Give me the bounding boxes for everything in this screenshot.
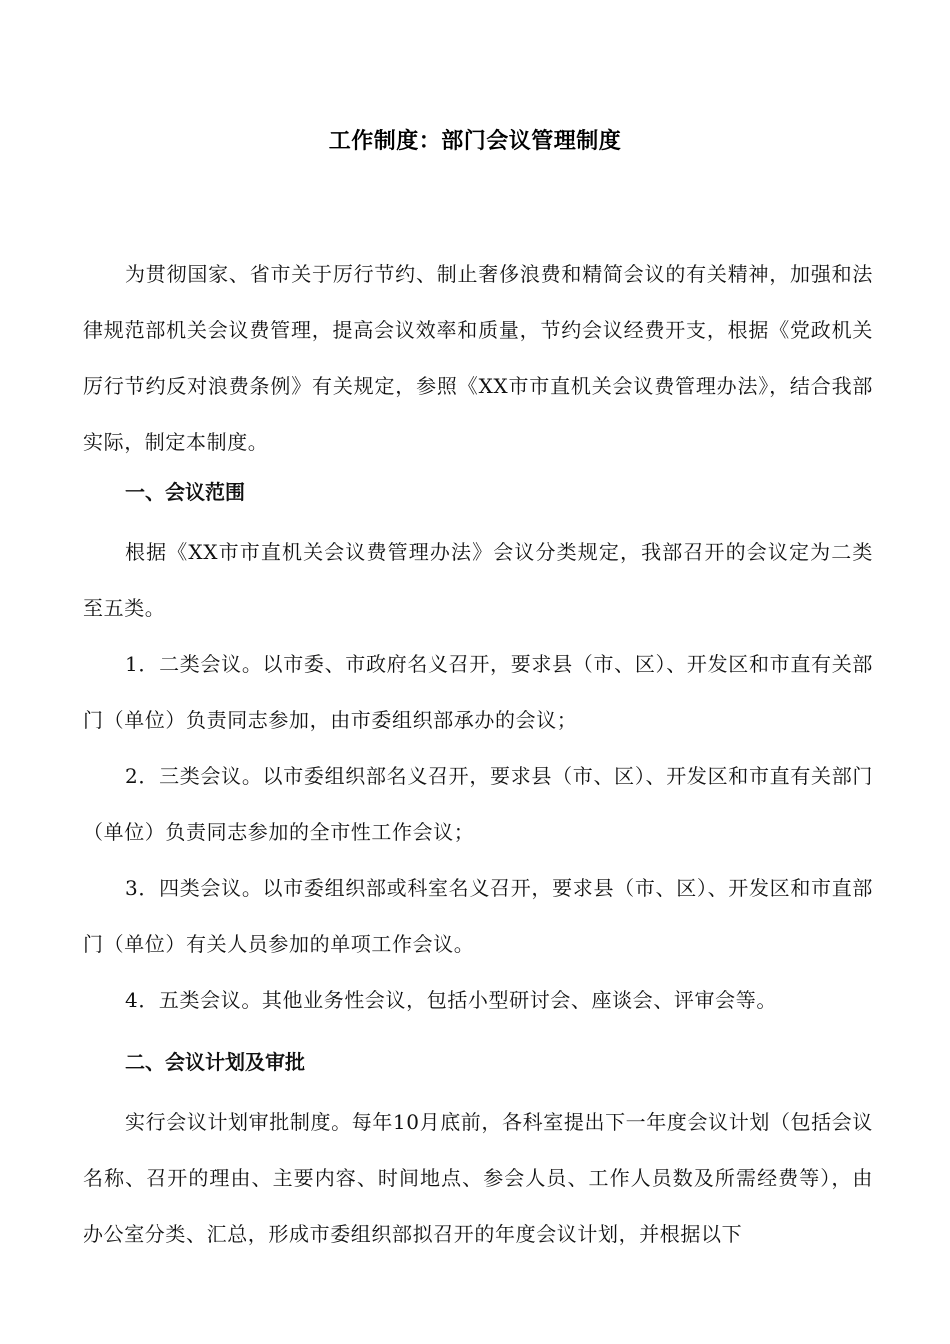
- intro-paragraph: 为贯彻国家、省市关于厉行节约、制止奢侈浪费和精简会议的有关精神，加强和法律规范部机关会议费管理，提高会议效率和质量，节约会议经费开支，根据《党政机关厉行节约反对浪费条例》有关规定，参照《XX市市直机关会议费管理办法》，结合我部实际，制定本制度。: [83, 262, 873, 454]
- paragraph-scope-basis: 根据《XX市市直机关会议费管理办法》会议分类规定，我部召开的会议定为二类至五类。: [83, 540, 873, 620]
- section-heading-scope: 一、会议范围: [125, 480, 245, 504]
- paragraph-planning: 实行会议计划审批制度。每年10月底前，各科室提出下一年度会议计划（包括会议名称、召开的理由、主要内容、时间地点、参会人员、工作人员数及所需经费等），由办公室分类、汇总，形成市委组织部拟召开的年度会议计划，并根据以下: [83, 1110, 873, 1246]
- paragraph-class-four: 3．四类会议。以市委组织部或科室名义召开，要求县（市、区）、开发区和市直部门（单位）有关人员参加的单项工作会议。: [83, 876, 873, 956]
- paragraph-class-five: 4．五类会议。其他业务性会议，包括小型研讨会、座谈会、评审会等。: [125, 988, 777, 1012]
- paragraph-class-two: 1．二类会议。以市委、市政府名义召开，要求县（市、区）、开发区和市直有关部门（单位）负责同志参加，由市委组织部承办的会议；: [83, 652, 873, 732]
- document-title: 工作制度：部门会议管理制度: [328, 129, 622, 154]
- paragraph-class-three: 2．三类会议。以市委组织部名义召开，要求县（市、区）、开发区和市直有关部门（单位）负责同志参加的全市性工作会议；: [83, 764, 873, 844]
- section-heading-planning: 二、会议计划及审批: [125, 1050, 305, 1074]
